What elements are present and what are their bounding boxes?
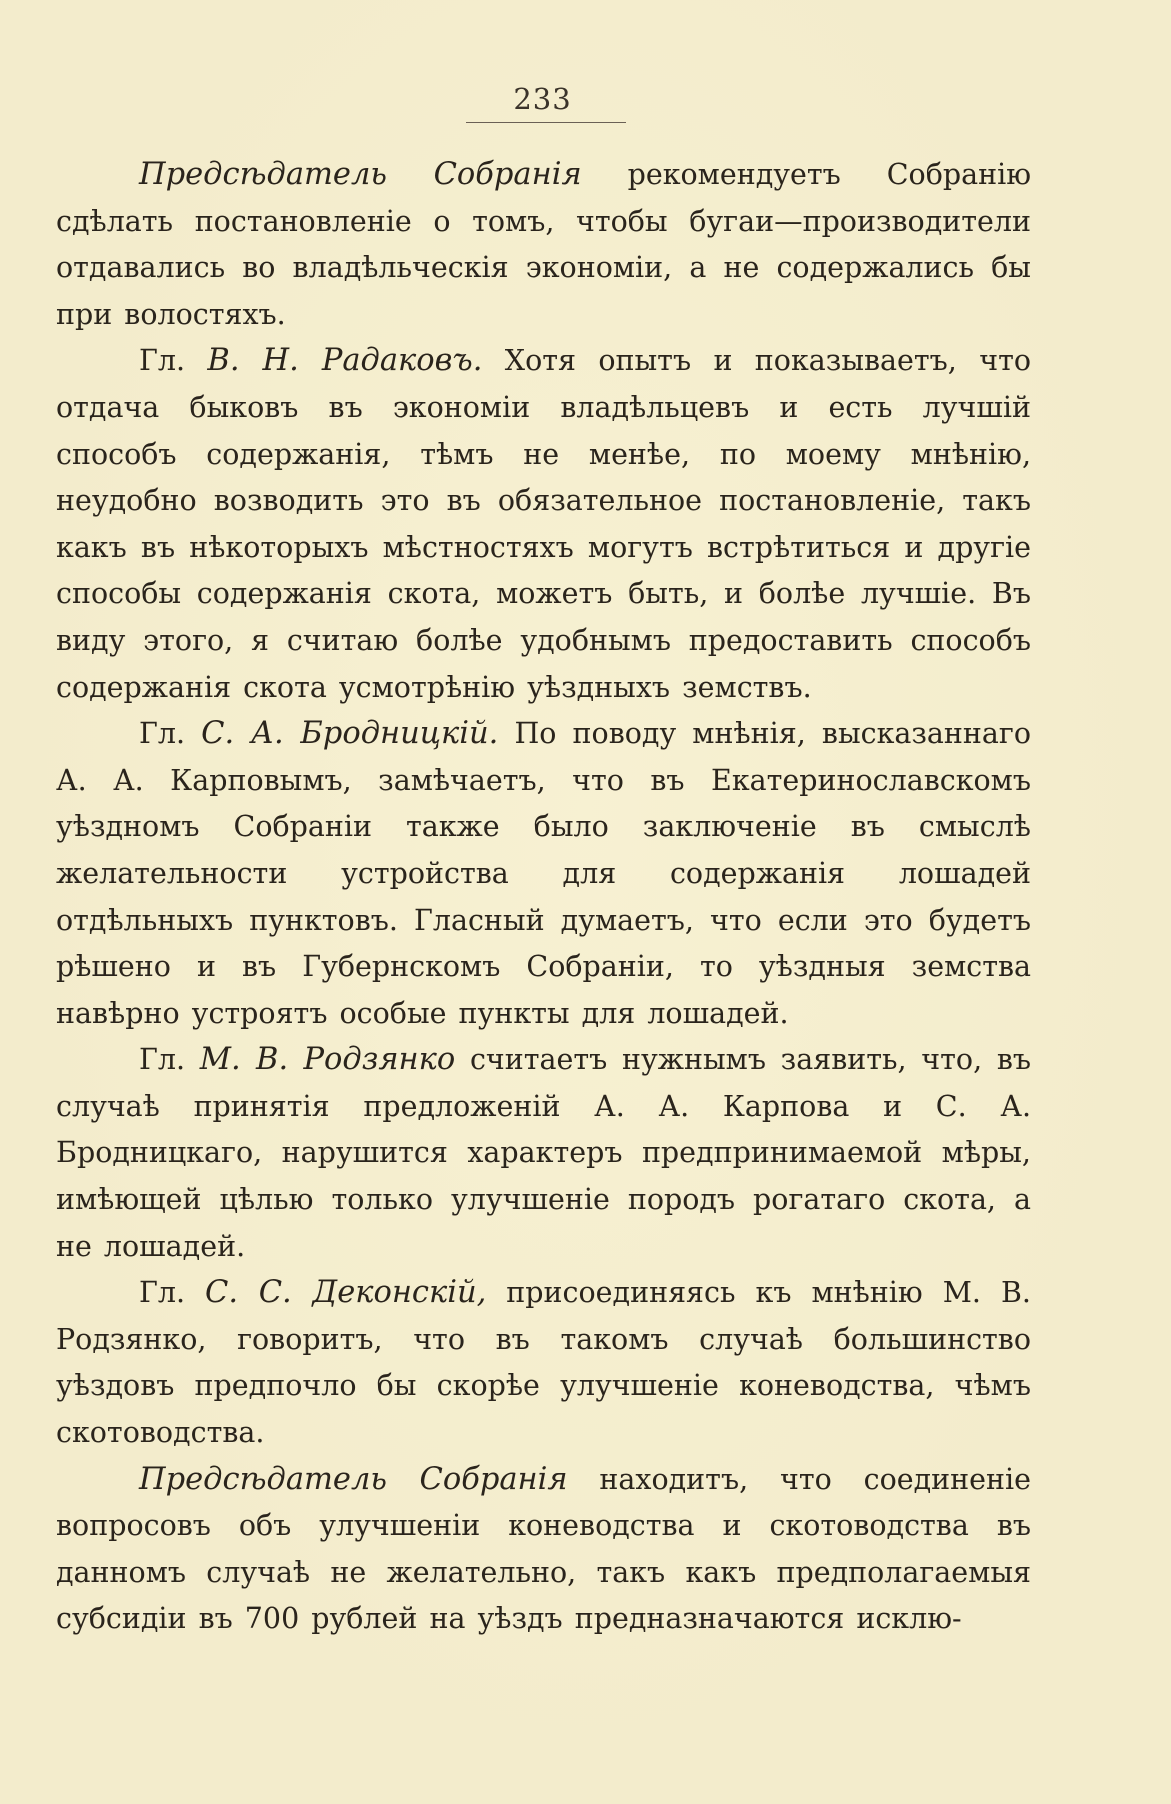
paragraph — [56, 711, 1031, 1037]
speaker-name: С. С. Деконскій, — [205, 1275, 487, 1311]
paragraph-text: Хотя опытъ и показываетъ, что отдача быковъ въ экономіи владѣльцевъ и есть лучшій способъ содержанія, тѣмъ не менѣе, по моему мнѣнію, неудобно возводить это въ обязательное постановленіе, такъ какъ въ нѣкоторыхъ мѣстностяхъ могутъ встрѣтиться и другіе способы содержанія скота, можетъ быть, и болѣе лучшіе. Въ виду этого, я считаю болѣе удобнымъ предоставить способъ содержанія скота усмотрѣнію уѣздныхъ земствъ. — [56, 344, 1031, 704]
paragraph — [56, 152, 1031, 338]
paragraph-text: По поводу мнѣнія, высказаннаго А. А. Карповымъ, замѣчаетъ, что въ Екатеринославскомъ уѣздномъ Собраніи также было заключеніе въ смыслѣ желательности устройства для содержанія лошадей отдѣльныхъ пунктовъ. Гласный думаетъ, что если это будетъ рѣшено и въ Губернскомъ Собраніи, то уѣздныя земства навѣрно устроятъ особые пункты для лошадей. — [56, 717, 1032, 1030]
speaker-prefix: Гл. — [139, 1043, 200, 1077]
paragraph — [56, 1037, 1031, 1270]
paragraph-text: присоединяясь къ мнѣнію М. В. Родзянко, говоритъ, что въ такомъ случаѣ большинство уѣздовъ предпочло бы скорѣе улучшеніе коневодства, чѣмъ скотоводства. — [56, 1276, 1031, 1450]
speaker-prefix: Гл. — [139, 1276, 206, 1310]
paragraph — [56, 338, 1031, 711]
speaker-prefix: Гл. — [139, 717, 202, 751]
page-number: 233 — [513, 82, 572, 116]
speaker-prefix: Гл. — [139, 344, 208, 378]
paragraph-text: рекомендуетъ Собранію сдѣлать постановленіе о томъ, чтобы бугаи—производители отдавались во владѣльческія экономіи, а не содержались бы при волостяхъ. — [56, 158, 1032, 331]
speaker-name: С. А. Бродницкій. — [201, 716, 499, 752]
speaker-name: Предсѣдатель Собранія — [139, 1461, 568, 1497]
body-text — [56, 152, 1031, 1643]
speaker-name: Предсѣдатель Собранія — [139, 157, 582, 192]
paragraph — [56, 1457, 1031, 1643]
speaker-name: В. Н. Радаковъ. — [207, 343, 483, 379]
paragraph-text: находитъ, что соединеніе вопросовъ объ улучшеніи коневодства и скотоводства въ данномъ случаѣ не желательно, такъ какъ предполагаемыя субсидіи въ 700 рублей на уѣздъ предназначаются исклю- — [56, 1462, 1031, 1636]
page-number-rule — [466, 122, 626, 123]
paragraph — [56, 1270, 1031, 1456]
paragraph-text: считаетъ нужнымъ заявить, что, въ случаѣ принятія предложеній А. А. Карпова и С. А. Бродницкаго, нарушится характеръ предпринимаемой мѣры, имѣющей цѣлью только улучшеніе породъ рогатаго скота, а не лошадей. — [56, 1043, 1032, 1263]
speaker-name: М. В. Родзянко — [199, 1042, 456, 1078]
